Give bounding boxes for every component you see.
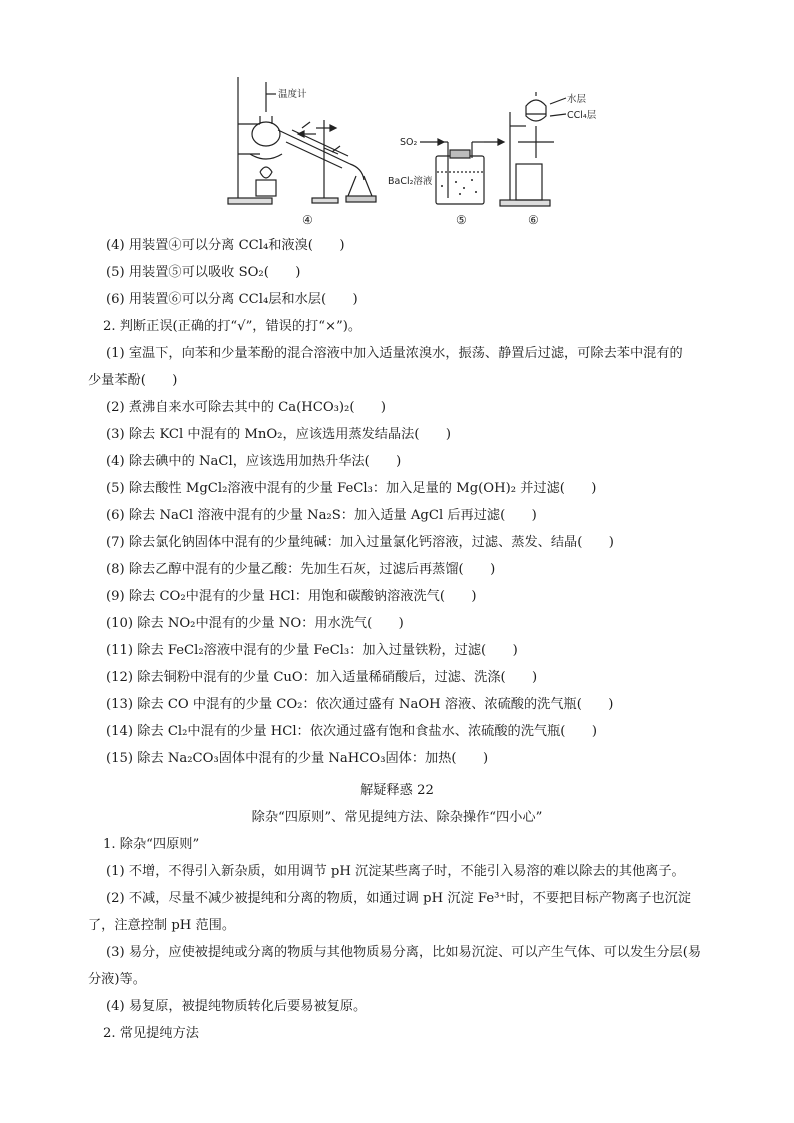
burner <box>256 180 276 196</box>
figure-number-6: ⑥ <box>528 213 539 227</box>
principle-4: (4) 易复原，被提纯物质转化后要易被复原。 <box>106 999 367 1014</box>
principle-2-line-b: 了，注意控制 pH 范围。 <box>88 918 236 933</box>
principle-2-line-a: (2) 不减，尽量不减少被提纯和分离的物质，如通过调 pH 沉淀 Fe³⁺时，不要把目标产物离子也沉淀 <box>106 891 691 906</box>
item-1-line-b: 少量苯酚( ) <box>88 373 178 388</box>
item-14: (14) 除去 Cl₂中混有的少量 HCl：依次通过盛有饱和食盐水、浓硫酸的洗气瓶( ) <box>106 724 597 739</box>
item-5: (5) 除去酸性 MgCl₂溶液中混有的少量 FeCl₃：加入足量的 Mg(OH)₂ 并过滤( ) <box>106 481 597 496</box>
item-9: (9) 除去 CO₂中混有的少量 HCl：用饱和碳酸钠溶液洗气( ) <box>106 589 477 604</box>
section-2-title: 2. 判断正误(正确的打“√”，错误的打“×”)。 <box>103 319 362 334</box>
apparatus-diagram <box>220 72 600 232</box>
item-15: (15) 除去 Na₂CO₃固体中混有的少量 NaHCO₃固体：加热( ) <box>106 751 489 766</box>
item-3: (3) 除去 KCl 中混有的 MnO₂，应该选用蒸发结晶法( ) <box>106 427 452 442</box>
item-1-line-a: (1) 室温下，向苯和少量苯酚的混合溶液中加入适量浓溴水，振荡、静置后过滤，可除去苯中混有的 <box>106 346 683 361</box>
principle-3-line-b: 分液)等。 <box>88 972 146 987</box>
bacl2-label: BaCl₂溶液 <box>388 176 433 187</box>
so2-label: SO₂ <box>400 137 418 148</box>
question-6: (6) 用装置⑥可以分离 CCl₄层和水层( ) <box>106 292 358 307</box>
item-8: (8) 除去乙醇中混有的少量乙酸：先加生石灰，过滤后再蒸馏( ) <box>106 562 496 577</box>
figure-number-5: ⑤ <box>456 213 467 227</box>
item-7: (7) 除去氯化钠固体中混有的少量纯碱：加入过量氯化钙溶液，过滤、蒸发、结晶( ) <box>106 535 614 550</box>
item-2: (2) 煮沸自来水可除去其中的 Ca(HCO₃)₂( ) <box>106 400 387 415</box>
item-10: (10) 除去 NO₂中混有的少量 NO：用水洗气( ) <box>106 616 404 631</box>
item-11: (11) 除去 FeCl₂溶液中混有的少量 FeCl₃：加入过量铁粉，过滤( ) <box>106 643 518 658</box>
separatory-funnel <box>526 100 546 121</box>
item-6: (6) 除去 NaCl 溶液中混有的少量 Na₂S：加入适量 AgCl 后再过滤( ) <box>106 508 537 523</box>
section-heading-title: 除杂“四原则”、常见提纯方法、除杂操作“四小心” <box>251 810 543 825</box>
principle-3-line-a: (3) 易分，应使被提纯或分离的物质与其他物质易分离，比如易沉淀、可以产生气体、可以发生分层(易 <box>106 945 702 960</box>
question-4: (4) 用装置④可以分离 CCl₄和液溴( ) <box>106 238 345 253</box>
water-layer-label: 水层 <box>567 94 587 105</box>
item-13: (13) 除去 CO 中混有的少量 CO₂：依次通过盛有 NaOH 溶液、浓硫酸的洗气瓶( ) <box>106 697 614 712</box>
ccl4-layer-label: CCl₄层 <box>567 110 597 121</box>
washing-bottle <box>436 156 484 204</box>
stand-base-4 <box>228 198 272 204</box>
adapter <box>350 164 364 180</box>
methods-title: 2. 常见提纯方法 <box>103 1026 199 1041</box>
item-12: (12) 除去铜粉中混有的少量 CuO：加入适量稀硝酸后，过滤、洗涤( ) <box>106 670 538 685</box>
principles-title: 1. 除杂“四原则” <box>103 837 200 852</box>
beaker <box>516 164 542 200</box>
apparatus-figure <box>220 72 600 232</box>
section-heading-number: 解疑释惑 22 <box>360 783 434 798</box>
question-5: (5) 用装置⑤可以吸收 SO₂( ) <box>106 265 301 280</box>
principle-1: (1) 不增，不得引入新杂质，如用调节 pH 沉淀某些离子时，不能引入易溶的难以除去的其他离子。 <box>106 864 685 879</box>
distilling-flask <box>252 122 280 146</box>
thermometer-label: 温度计 <box>278 89 307 100</box>
figure-number-4: ④ <box>302 213 313 227</box>
burner-flame <box>260 167 272 178</box>
item-4: (4) 除去碘中的 NaCl，应该选用加热升华法( ) <box>106 454 402 469</box>
